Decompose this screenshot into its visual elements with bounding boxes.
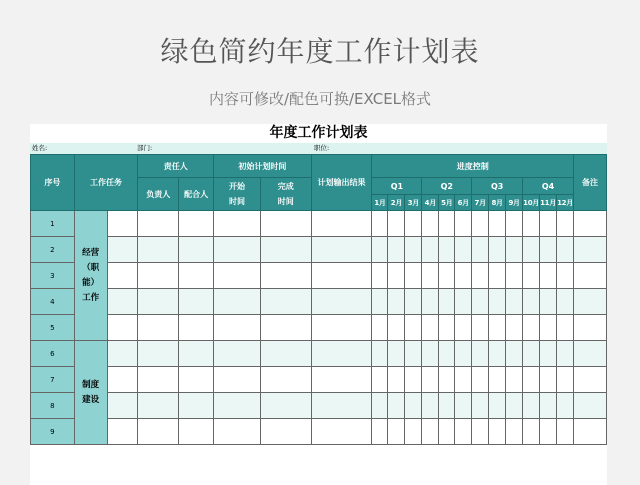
- cell[interactable]: [506, 289, 523, 315]
- header-task: 工作任务: [74, 155, 138, 211]
- sheet-title: 年度工作计划表: [269, 125, 368, 141]
- header-month: 4月: [422, 195, 439, 211]
- header-month: 11月: [540, 195, 557, 211]
- cell[interactable]: [138, 367, 179, 393]
- row-number: 3: [31, 263, 75, 289]
- plan-table: [30, 154, 607, 445]
- cell[interactable]: [523, 263, 540, 289]
- cell[interactable]: [388, 263, 405, 289]
- cell[interactable]: [107, 367, 138, 393]
- cell[interactable]: [179, 289, 214, 315]
- header-q1: Q1: [372, 178, 422, 195]
- cell[interactable]: [523, 289, 540, 315]
- cell[interactable]: [422, 237, 439, 263]
- table-row: [31, 237, 607, 263]
- task-group-system-building: 制度 建设: [74, 341, 107, 445]
- cell[interactable]: [260, 341, 311, 367]
- cell[interactable]: [557, 341, 574, 367]
- cell[interactable]: [489, 315, 506, 341]
- row-number: 7: [31, 367, 75, 393]
- table-row: [31, 263, 607, 289]
- cell[interactable]: [405, 367, 422, 393]
- cell[interactable]: [372, 237, 388, 263]
- cell[interactable]: [214, 211, 261, 237]
- header-q3: Q3: [472, 178, 523, 195]
- cell[interactable]: [506, 341, 523, 367]
- cell[interactable]: [540, 263, 557, 289]
- cell[interactable]: [455, 211, 472, 237]
- cell[interactable]: [422, 367, 439, 393]
- cell[interactable]: [311, 211, 372, 237]
- cell[interactable]: [388, 237, 405, 263]
- header-month: 7月: [472, 195, 489, 211]
- cell[interactable]: [439, 341, 455, 367]
- table-row: [31, 341, 607, 367]
- header-month: 1月: [372, 195, 388, 211]
- cell[interactable]: [506, 367, 523, 393]
- cell[interactable]: [405, 419, 422, 445]
- header-seq: 序号: [31, 155, 75, 211]
- cell[interactable]: [422, 419, 439, 445]
- cell[interactable]: [311, 393, 372, 419]
- department-label: 部门:: [137, 144, 153, 152]
- cell[interactable]: [574, 419, 607, 445]
- cell[interactable]: [439, 315, 455, 341]
- cell[interactable]: [540, 289, 557, 315]
- cell[interactable]: [138, 315, 179, 341]
- cell[interactable]: [523, 419, 540, 445]
- cell[interactable]: [455, 393, 472, 419]
- cell[interactable]: [455, 263, 472, 289]
- cell[interactable]: [311, 419, 372, 445]
- cell[interactable]: [179, 367, 214, 393]
- cell[interactable]: [107, 263, 138, 289]
- cell[interactable]: [506, 393, 523, 419]
- cell[interactable]: [455, 341, 472, 367]
- header-note: 备注: [574, 155, 607, 211]
- cell[interactable]: [214, 263, 261, 289]
- cell[interactable]: [372, 289, 388, 315]
- cell[interactable]: [138, 289, 179, 315]
- cell[interactable]: [557, 419, 574, 445]
- cell[interactable]: [557, 315, 574, 341]
- cell[interactable]: [260, 393, 311, 419]
- cell[interactable]: [179, 263, 214, 289]
- cell[interactable]: [405, 393, 422, 419]
- row-number: 9: [31, 419, 75, 445]
- cell[interactable]: [489, 211, 506, 237]
- cell[interactable]: [107, 393, 138, 419]
- cell[interactable]: [372, 341, 388, 367]
- cell[interactable]: [107, 237, 138, 263]
- header-month: 6月: [455, 195, 472, 211]
- table-row: [31, 367, 607, 393]
- header-q2: Q2: [422, 178, 472, 195]
- cell[interactable]: [540, 315, 557, 341]
- cell[interactable]: [179, 419, 214, 445]
- row-number: 5: [31, 315, 75, 341]
- header-progress: 进度控制: [372, 155, 574, 178]
- cell[interactable]: [574, 315, 607, 341]
- cell[interactable]: [311, 289, 372, 315]
- cell[interactable]: [540, 211, 557, 237]
- cell[interactable]: [557, 263, 574, 289]
- header-owner-assist: 配合人: [179, 178, 214, 211]
- cell[interactable]: [138, 211, 179, 237]
- cell[interactable]: [489, 393, 506, 419]
- cell[interactable]: [311, 367, 372, 393]
- cell[interactable]: [506, 211, 523, 237]
- cell[interactable]: [388, 211, 405, 237]
- cell[interactable]: [260, 315, 311, 341]
- cell[interactable]: [405, 315, 422, 341]
- cell[interactable]: [557, 237, 574, 263]
- cell[interactable]: [523, 315, 540, 341]
- cell[interactable]: [107, 419, 138, 445]
- cell[interactable]: [439, 289, 455, 315]
- cell[interactable]: [439, 263, 455, 289]
- cell[interactable]: [574, 289, 607, 315]
- row-number: 2: [31, 237, 75, 263]
- cell[interactable]: [214, 315, 261, 341]
- cell[interactable]: [472, 263, 489, 289]
- cell[interactable]: [472, 211, 489, 237]
- cell[interactable]: [107, 315, 138, 341]
- row-number: 8: [31, 393, 75, 419]
- cell[interactable]: [574, 341, 607, 367]
- header-owner: 责任人: [138, 155, 214, 178]
- row-number: 4: [31, 289, 75, 315]
- cell[interactable]: [260, 289, 311, 315]
- cell[interactable]: [311, 237, 372, 263]
- cell[interactable]: [455, 367, 472, 393]
- cell[interactable]: [260, 263, 311, 289]
- cell[interactable]: [138, 341, 179, 367]
- cell[interactable]: [489, 419, 506, 445]
- cell[interactable]: [372, 263, 388, 289]
- cell[interactable]: [472, 419, 489, 445]
- cell[interactable]: [405, 211, 422, 237]
- cell[interactable]: [439, 419, 455, 445]
- cell[interactable]: [214, 237, 261, 263]
- header-q4: Q4: [523, 178, 574, 195]
- page-subtitle: 内容可修改/配色可换/EXCEL格式: [208, 90, 432, 108]
- cell[interactable]: [179, 393, 214, 419]
- info-bar: [30, 143, 607, 154]
- table-body: [31, 211, 607, 445]
- cell[interactable]: [260, 211, 311, 237]
- cell[interactable]: [311, 263, 372, 289]
- cell[interactable]: [506, 237, 523, 263]
- cell[interactable]: [107, 341, 138, 367]
- cell[interactable]: [489, 263, 506, 289]
- cell[interactable]: [574, 367, 607, 393]
- cell[interactable]: [372, 393, 388, 419]
- cell[interactable]: [107, 289, 138, 315]
- header-month: 9月: [506, 195, 523, 211]
- cell[interactable]: [179, 237, 214, 263]
- cell[interactable]: [388, 419, 405, 445]
- cell[interactable]: [372, 211, 388, 237]
- cell[interactable]: [574, 237, 607, 263]
- cell[interactable]: [540, 367, 557, 393]
- page-title: 绿色简约年度工作计划表: [160, 35, 480, 68]
- table-row: [31, 315, 607, 341]
- cell[interactable]: [422, 289, 439, 315]
- row-number: 1: [31, 211, 75, 237]
- cell[interactable]: [311, 341, 372, 367]
- cell[interactable]: [372, 315, 388, 341]
- cell[interactable]: [540, 393, 557, 419]
- cell[interactable]: [439, 367, 455, 393]
- header-month: 10月: [523, 195, 540, 211]
- cell[interactable]: [422, 315, 439, 341]
- task-group-operations: 经营 （职 能） 工作: [74, 211, 107, 341]
- cell[interactable]: [260, 419, 311, 445]
- cell[interactable]: [422, 263, 439, 289]
- cell[interactable]: [422, 393, 439, 419]
- table-row: [31, 289, 607, 315]
- header-month: 8月: [489, 195, 506, 211]
- cell[interactable]: [557, 289, 574, 315]
- cell[interactable]: [489, 341, 506, 367]
- cell[interactable]: [557, 367, 574, 393]
- cell[interactable]: [489, 237, 506, 263]
- name-label: 姓名:: [32, 144, 48, 152]
- cell[interactable]: [574, 393, 607, 419]
- cell[interactable]: [405, 289, 422, 315]
- header-month: 2月: [388, 195, 405, 211]
- cell[interactable]: [523, 367, 540, 393]
- cell[interactable]: [472, 315, 489, 341]
- table-row: [31, 419, 607, 445]
- cell[interactable]: [179, 315, 214, 341]
- header-end-time: 完成 时间: [260, 178, 311, 211]
- cell[interactable]: [523, 211, 540, 237]
- cell[interactable]: [138, 393, 179, 419]
- cell[interactable]: [439, 393, 455, 419]
- cell[interactable]: [540, 419, 557, 445]
- cell[interactable]: [455, 419, 472, 445]
- cell[interactable]: [472, 237, 489, 263]
- cell[interactable]: [523, 393, 540, 419]
- cell[interactable]: [455, 315, 472, 341]
- cell[interactable]: [372, 367, 388, 393]
- cell[interactable]: [489, 367, 506, 393]
- header-plan-time: 初始计划时间: [214, 155, 312, 178]
- position-label: 职位:: [314, 144, 330, 152]
- cell[interactable]: [372, 419, 388, 445]
- cell[interactable]: [405, 341, 422, 367]
- cell[interactable]: [574, 263, 607, 289]
- cell[interactable]: [260, 367, 311, 393]
- cell[interactable]: [388, 367, 405, 393]
- cell[interactable]: [422, 341, 439, 367]
- table-row: [31, 211, 607, 237]
- cell[interactable]: [214, 367, 261, 393]
- cell[interactable]: [455, 289, 472, 315]
- cell[interactable]: [311, 315, 372, 341]
- cell[interactable]: [472, 289, 489, 315]
- cell[interactable]: [138, 419, 179, 445]
- cell[interactable]: [506, 263, 523, 289]
- header-month: 3月: [405, 195, 422, 211]
- cell[interactable]: [214, 289, 261, 315]
- cell[interactable]: [405, 263, 422, 289]
- cell[interactable]: [523, 237, 540, 263]
- cell[interactable]: [472, 367, 489, 393]
- cell[interactable]: [138, 237, 179, 263]
- cell[interactable]: [388, 289, 405, 315]
- cell[interactable]: [388, 393, 405, 419]
- header-month: 12月: [557, 195, 574, 211]
- cell[interactable]: [472, 393, 489, 419]
- cell[interactable]: [179, 211, 214, 237]
- row-number: 6: [31, 341, 75, 367]
- header-start-time: 开始 时间: [214, 178, 261, 211]
- cell[interactable]: [214, 341, 261, 367]
- cell[interactable]: [506, 419, 523, 445]
- cell[interactable]: [388, 315, 405, 341]
- cell[interactable]: [557, 211, 574, 237]
- cell[interactable]: [138, 263, 179, 289]
- cell[interactable]: [388, 341, 405, 367]
- cell[interactable]: [214, 393, 261, 419]
- header-month: 5月: [439, 195, 455, 211]
- cell[interactable]: [214, 419, 261, 445]
- cell[interactable]: [574, 211, 607, 237]
- header-owner-main: 负责人: [138, 178, 179, 211]
- cell[interactable]: [540, 237, 557, 263]
- cell[interactable]: [472, 341, 489, 367]
- cell[interactable]: [405, 237, 422, 263]
- table-row: [31, 393, 607, 419]
- cell[interactable]: [260, 237, 311, 263]
- cell[interactable]: [107, 211, 138, 237]
- header-output: 计划输出结果: [311, 155, 372, 211]
- cell[interactable]: [489, 289, 506, 315]
- cell[interactable]: [455, 237, 472, 263]
- cell[interactable]: [506, 315, 523, 341]
- cell[interactable]: [439, 237, 455, 263]
- cell[interactable]: [179, 341, 214, 367]
- cell[interactable]: [439, 211, 455, 237]
- cell[interactable]: [557, 393, 574, 419]
- cell[interactable]: [540, 341, 557, 367]
- spreadsheet-preview: [30, 124, 607, 485]
- cell[interactable]: [523, 341, 540, 367]
- cell[interactable]: [422, 211, 439, 237]
